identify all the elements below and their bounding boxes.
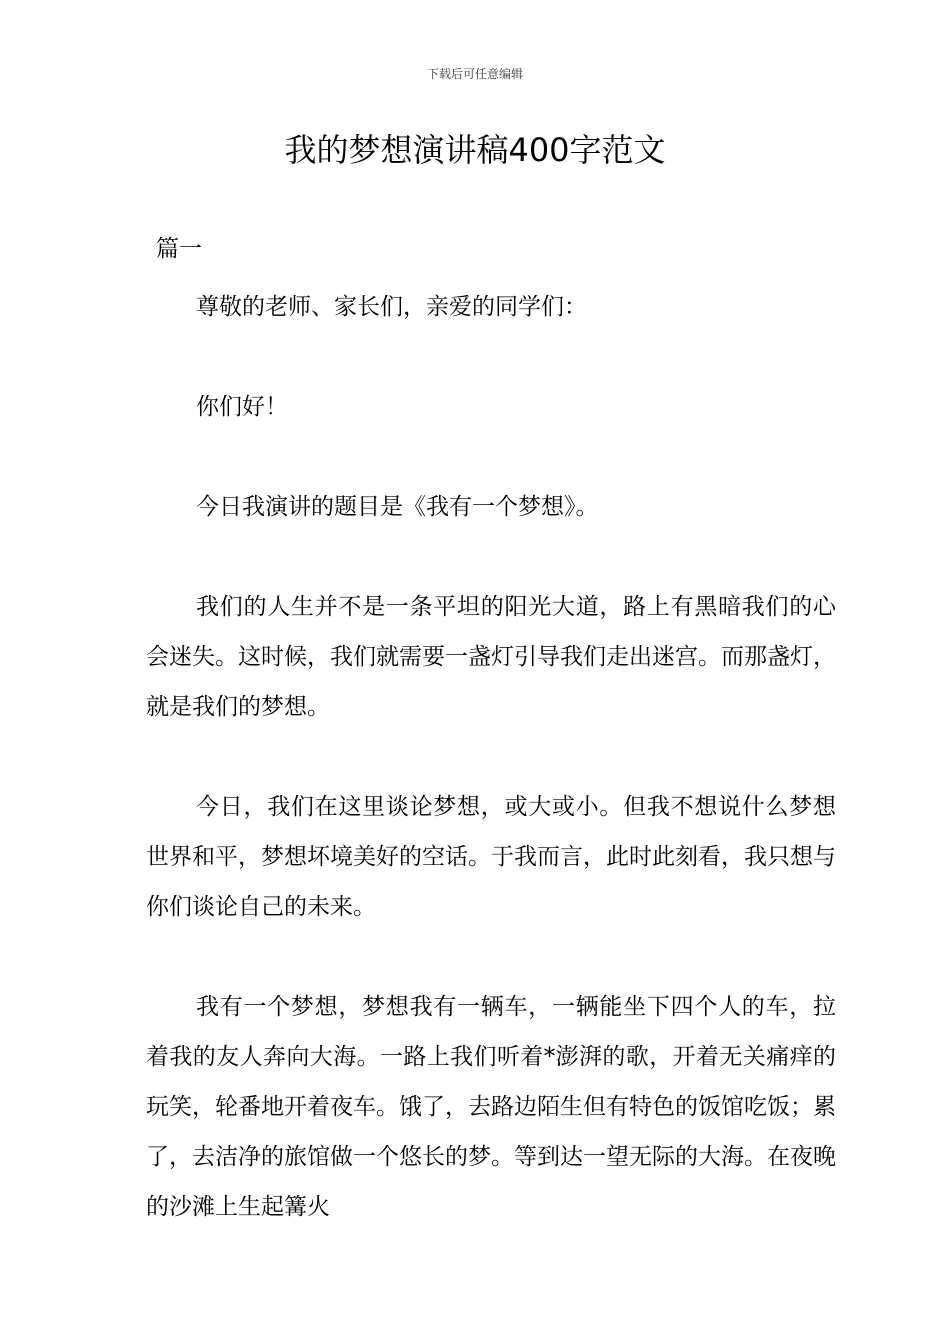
paragraph-greeting: 尊敬的老师、家长们，亲爱的同学们：: [196, 294, 587, 320]
body-text: [146, 282, 836, 1282]
document-title: 我的梦想演讲稿400字范文: [284, 131, 666, 169]
paragraph-life-road: 我们的人生并不是一条平坦的阳光大道，路上有黑暗我们的心会迷失。这时候，我们就需要一盏灯引导我们走出迷宫。而那盏灯，就是我们的梦想。: [146, 594, 836, 720]
section-label: 篇一: [156, 236, 202, 262]
paragraph-hello: 你们好！: [196, 394, 288, 420]
header-note: 下载后可任意编辑: [426, 67, 523, 81]
paragraph-discuss-dream: 今日，我们在这里谈论梦想，或大或小。但我不想说什么梦想世界和平，梦想坏境美好的空话。于我而言，此时此刻看，我只想与你们谈论自己的未来。: [146, 794, 836, 920]
paragraph-topic: 今日我演讲的题目是《我有一个梦想》。: [196, 494, 599, 520]
paragraph-car-dream: 我有一个梦想，梦想我有一辆车，一辆能坐下四个人的车，拉着我的友人奔向大海。一路上我们听着*澎湃的歌，开着无关痛痒的玩笑，轮番地开着夜车。饿了，去路边陌生但有特色的饭馆吃饭；累了，去洁净的旅馆做一个悠长的梦。等到达一望无际的大海。在夜晚的沙滩上生起篝火: [146, 994, 836, 1220]
